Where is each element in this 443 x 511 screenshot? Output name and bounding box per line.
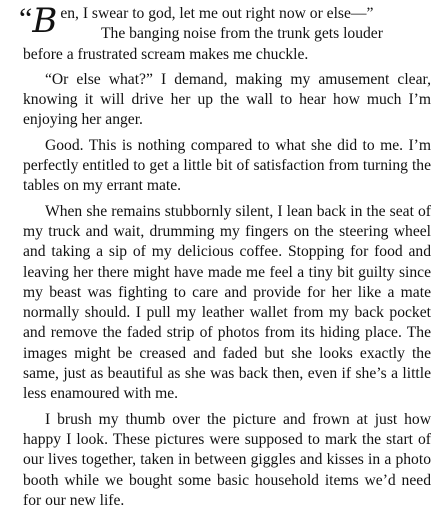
paragraph-2: Good. This is nothing compared to what she did to me. I’m perfectly entitled to get a little bit of satisfaction from turning the tables on my errant mate. <box>23 136 431 195</box>
paragraph-1: “Or else what?” I demand, making my amusement clear, knowing it will drive her up the wall to hear how much I’m enjoying her anger. <box>23 70 431 129</box>
opening-rest: before a frustrated scream makes me chuckle. <box>23 45 309 63</box>
drop-cap <box>19 1 58 42</box>
drop-cap-quote: “ <box>19 2 33 35</box>
paragraph-4: I brush my thumb over the picture and frown at just how happy I look. These pictures were supposed to mark the start of our lives together, taken in between giggles and kisses in a photo booth while we bought some basic household items we’d need for our new life. <box>23 410 431 509</box>
paragraph-3: When she remains stubbornly silent, I lean back in the seat of my truck and wait, drumming my fingers on the steering wheel and taking a sip of my delicious coffee. Stopping for food and leaving her there might have made me feel a tiny bit guilty since my beast was fighting to care and provide for her like a mate normally should. I pull my leather wallet from my back pocket and remove the faded strip of photos from its hiding place. The images might be creased and faded but she looks exactly the same, just as beautiful as she was back then, even if she’s a little less enamoured with me. <box>23 202 431 403</box>
opening-paragraph <box>19 1 431 65</box>
opening-line-2: The banging noise from the trunk gets louder <box>101 25 383 43</box>
drop-cap-letter: B <box>32 1 58 41</box>
opening-line-1: en, I swear to god, let me out right now or else—” <box>60 5 374 22</box>
